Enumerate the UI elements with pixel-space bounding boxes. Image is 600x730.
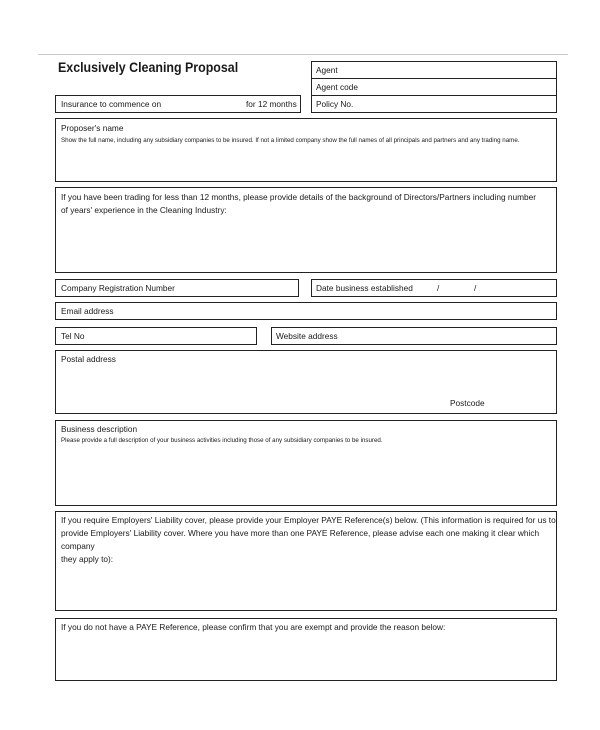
trading-prompt-line-2: of years' experience in the Cleaning Industry: — [61, 205, 227, 215]
agent-label: Agent — [316, 65, 338, 75]
website-label: Website address — [276, 331, 338, 341]
business-description-label: Business description — [61, 424, 138, 434]
top-divider — [38, 54, 568, 55]
agent-code-field[interactable] — [311, 78, 557, 96]
tel-field[interactable] — [55, 327, 257, 345]
employers-liability-prompt — [61, 514, 556, 566]
email-label: Email address — [61, 306, 114, 316]
trading-background-field[interactable] — [55, 187, 557, 273]
form-title: Exclusively Cleaning Proposal — [58, 60, 239, 75]
postcode-label: Postcode — [450, 398, 485, 408]
insurance-commence-field[interactable] — [55, 95, 301, 113]
employers-prompt-line-1: If you require Employers' Liability cover, please provide your Employer PAYE Reference(s) below. (This information is required for us to — [61, 515, 556, 525]
proposer-name-note: Show the full name, including any subsidiary companies to be insured. If not a limited company show the full names of all principals and partners and any trading name. — [61, 137, 520, 144]
email-field[interactable] — [55, 302, 557, 320]
tel-label: Tel No — [61, 331, 85, 341]
business-description-note: Please provide a full description of your business activities including those of any subsidiary companies to be insured. — [61, 437, 383, 444]
company-registration-field[interactable] — [55, 279, 299, 297]
trading-background-prompt — [61, 191, 536, 217]
employers-prompt-line-2: provide Employers' Liability cover. Where you have more than one PAYE Reference, please advise each one making it clear which company — [61, 528, 540, 551]
paye-exempt-label: If you do not have a PAYE Reference, please confirm that you are exempt and provide the reason below: — [61, 622, 446, 632]
insurance-commence-label: Insurance to commence on — [61, 99, 162, 109]
policy-number-label: Policy No. — [316, 99, 354, 109]
proposer-name-field[interactable] — [55, 118, 557, 182]
paye-exempt-field[interactable] — [55, 618, 557, 681]
postal-address-label: Postal address — [61, 354, 116, 364]
business-description-field[interactable] — [55, 420, 557, 506]
proposer-name-label: Proposer's name — [61, 123, 124, 133]
agent-code-label: Agent code — [316, 82, 358, 92]
postal-address-field[interactable] — [55, 350, 557, 414]
company-registration-label: Company Registration Number — [61, 283, 175, 293]
agent-field[interactable] — [311, 61, 557, 79]
employers-liability-field[interactable] — [55, 511, 557, 611]
trading-prompt-line-1: If you have been trading for less than 12 months, please provide details of the background of Directors/Partners including number — [61, 192, 537, 202]
date-established-label: Date business established — [316, 283, 413, 293]
policy-number-field[interactable] — [311, 95, 557, 113]
employers-prompt-line-3: they apply to): — [61, 554, 114, 564]
date-established-field[interactable] — [311, 279, 557, 297]
date-separator-2: / — [474, 283, 477, 293]
insurance-period-label: for 12 months — [246, 99, 297, 109]
website-field[interactable] — [271, 327, 557, 345]
date-separator-1: / — [437, 283, 440, 293]
